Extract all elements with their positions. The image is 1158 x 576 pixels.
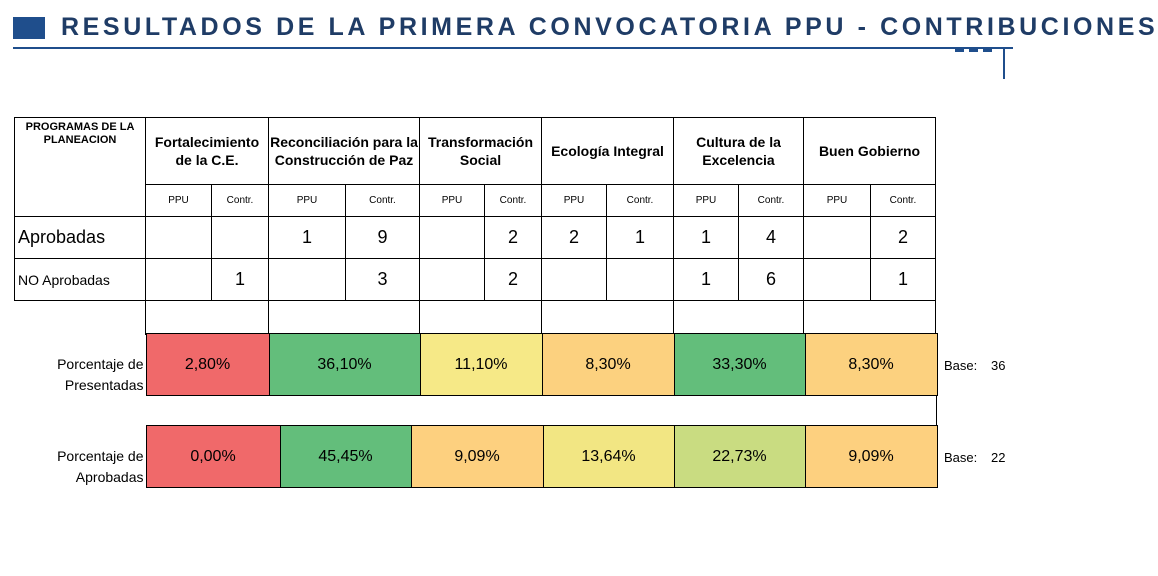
percent-cell: 8,30% bbox=[805, 334, 937, 396]
group-header: Transformación Social bbox=[420, 118, 542, 185]
percent-cell: 33,30% bbox=[674, 334, 805, 396]
subheader-row bbox=[15, 185, 936, 217]
table-cell: 1 bbox=[871, 259, 936, 301]
group-header: Ecología Integral bbox=[542, 118, 674, 185]
percent-cell: 13,64% bbox=[543, 426, 674, 488]
percent-cell: 36,10% bbox=[269, 334, 420, 396]
group-header: Cultura de la Excelencia bbox=[674, 118, 804, 185]
table-cell: 2 bbox=[485, 217, 542, 259]
group-header: Reconciliación para la Construcción de Paz bbox=[269, 118, 420, 185]
row-label: NO Aprobadas bbox=[15, 259, 146, 301]
table-row-aprobadas bbox=[15, 217, 936, 259]
subheader-ppu: PPU bbox=[420, 185, 485, 217]
subheader-contr: Contr. bbox=[739, 185, 804, 217]
percent-label: Porcentaje de Presentadas bbox=[14, 334, 146, 396]
spacer-cell bbox=[269, 301, 420, 335]
subheader-contr: Contr. bbox=[485, 185, 542, 217]
table-cell: 1 bbox=[674, 259, 739, 301]
table-cell bbox=[420, 217, 485, 259]
table-cell: 4 bbox=[739, 217, 804, 259]
subheader-ppu: PPU bbox=[146, 185, 212, 217]
table-cell bbox=[146, 217, 212, 259]
row-label: Aprobadas bbox=[15, 217, 146, 259]
table-cell: 1 bbox=[212, 259, 269, 301]
table-cell bbox=[146, 259, 212, 301]
table-cell bbox=[804, 217, 871, 259]
subheader-ppu: PPU bbox=[804, 185, 871, 217]
table-cell bbox=[607, 259, 674, 301]
table-cell: 2 bbox=[485, 259, 542, 301]
spacer-row bbox=[15, 301, 936, 335]
table-cell: 1 bbox=[269, 217, 346, 259]
spacer-cell bbox=[804, 301, 936, 335]
group-header: Buen Gobierno bbox=[804, 118, 936, 185]
percent-presentadas-row bbox=[14, 333, 938, 396]
table-cell: 2 bbox=[871, 217, 936, 259]
subheader-contr: Contr. bbox=[607, 185, 674, 217]
group-header-row bbox=[15, 118, 936, 185]
programs-header: PROGRAMAS DE LA PLANEACION bbox=[15, 118, 146, 217]
spacer-cell bbox=[420, 301, 542, 335]
spacer-cell bbox=[146, 395, 937, 425]
logo-square bbox=[13, 17, 45, 39]
group-header: Fortalecimiento de la C.E. bbox=[146, 118, 269, 185]
base-label: Base: bbox=[944, 358, 978, 373]
subheader-contr: Contr. bbox=[346, 185, 420, 217]
spacer-cell bbox=[146, 301, 269, 335]
percent-cell: 8,30% bbox=[542, 334, 674, 396]
subheader-ppu: PPU bbox=[674, 185, 739, 217]
base-label: Base: bbox=[944, 450, 978, 465]
percent-label: Porcentaje de Aprobadas bbox=[14, 426, 146, 488]
spacer-cell bbox=[674, 301, 804, 335]
page-title: RESULTADOS DE LA PRIMERA CONVOCATORIA PPU - CONTRIBUCIONES bbox=[61, 13, 1158, 41]
table-cell: 2 bbox=[542, 217, 607, 259]
decorative-dashes bbox=[955, 47, 992, 52]
percent-cell: 9,09% bbox=[411, 426, 543, 488]
subheader-ppu: PPU bbox=[269, 185, 346, 217]
table-cell bbox=[542, 259, 607, 301]
percent-cell: 2,80% bbox=[146, 334, 269, 396]
percent-cell: 9,09% bbox=[805, 426, 937, 488]
base-value: 22 bbox=[991, 450, 1006, 465]
subheader-contr: Contr. bbox=[212, 185, 269, 217]
results-table bbox=[14, 117, 936, 335]
subheader-contr: Contr. bbox=[871, 185, 936, 217]
percent-cell: 11,10% bbox=[420, 334, 542, 396]
subheader-ppu: PPU bbox=[542, 185, 607, 217]
table-cell bbox=[212, 217, 269, 259]
percent-aprobadas-row bbox=[14, 425, 938, 488]
table-cell: 1 bbox=[607, 217, 674, 259]
spacer-cell bbox=[542, 301, 674, 335]
table-cell bbox=[804, 259, 871, 301]
title-underline bbox=[13, 47, 1013, 49]
spacer-cell bbox=[15, 301, 146, 335]
table-cell bbox=[269, 259, 346, 301]
base-value: 36 bbox=[991, 358, 1006, 373]
table-cell: 3 bbox=[346, 259, 420, 301]
percent-cell: 45,45% bbox=[280, 426, 411, 488]
table-row-no-aprobadas bbox=[15, 259, 936, 301]
decorative-vertical-line bbox=[1003, 47, 1005, 79]
table-cell: 6 bbox=[739, 259, 804, 301]
percent-cell: 22,73% bbox=[674, 426, 805, 488]
percent-cell: 0,00% bbox=[146, 426, 280, 488]
table-cell: 9 bbox=[346, 217, 420, 259]
table-cell bbox=[420, 259, 485, 301]
table-cell: 1 bbox=[674, 217, 739, 259]
